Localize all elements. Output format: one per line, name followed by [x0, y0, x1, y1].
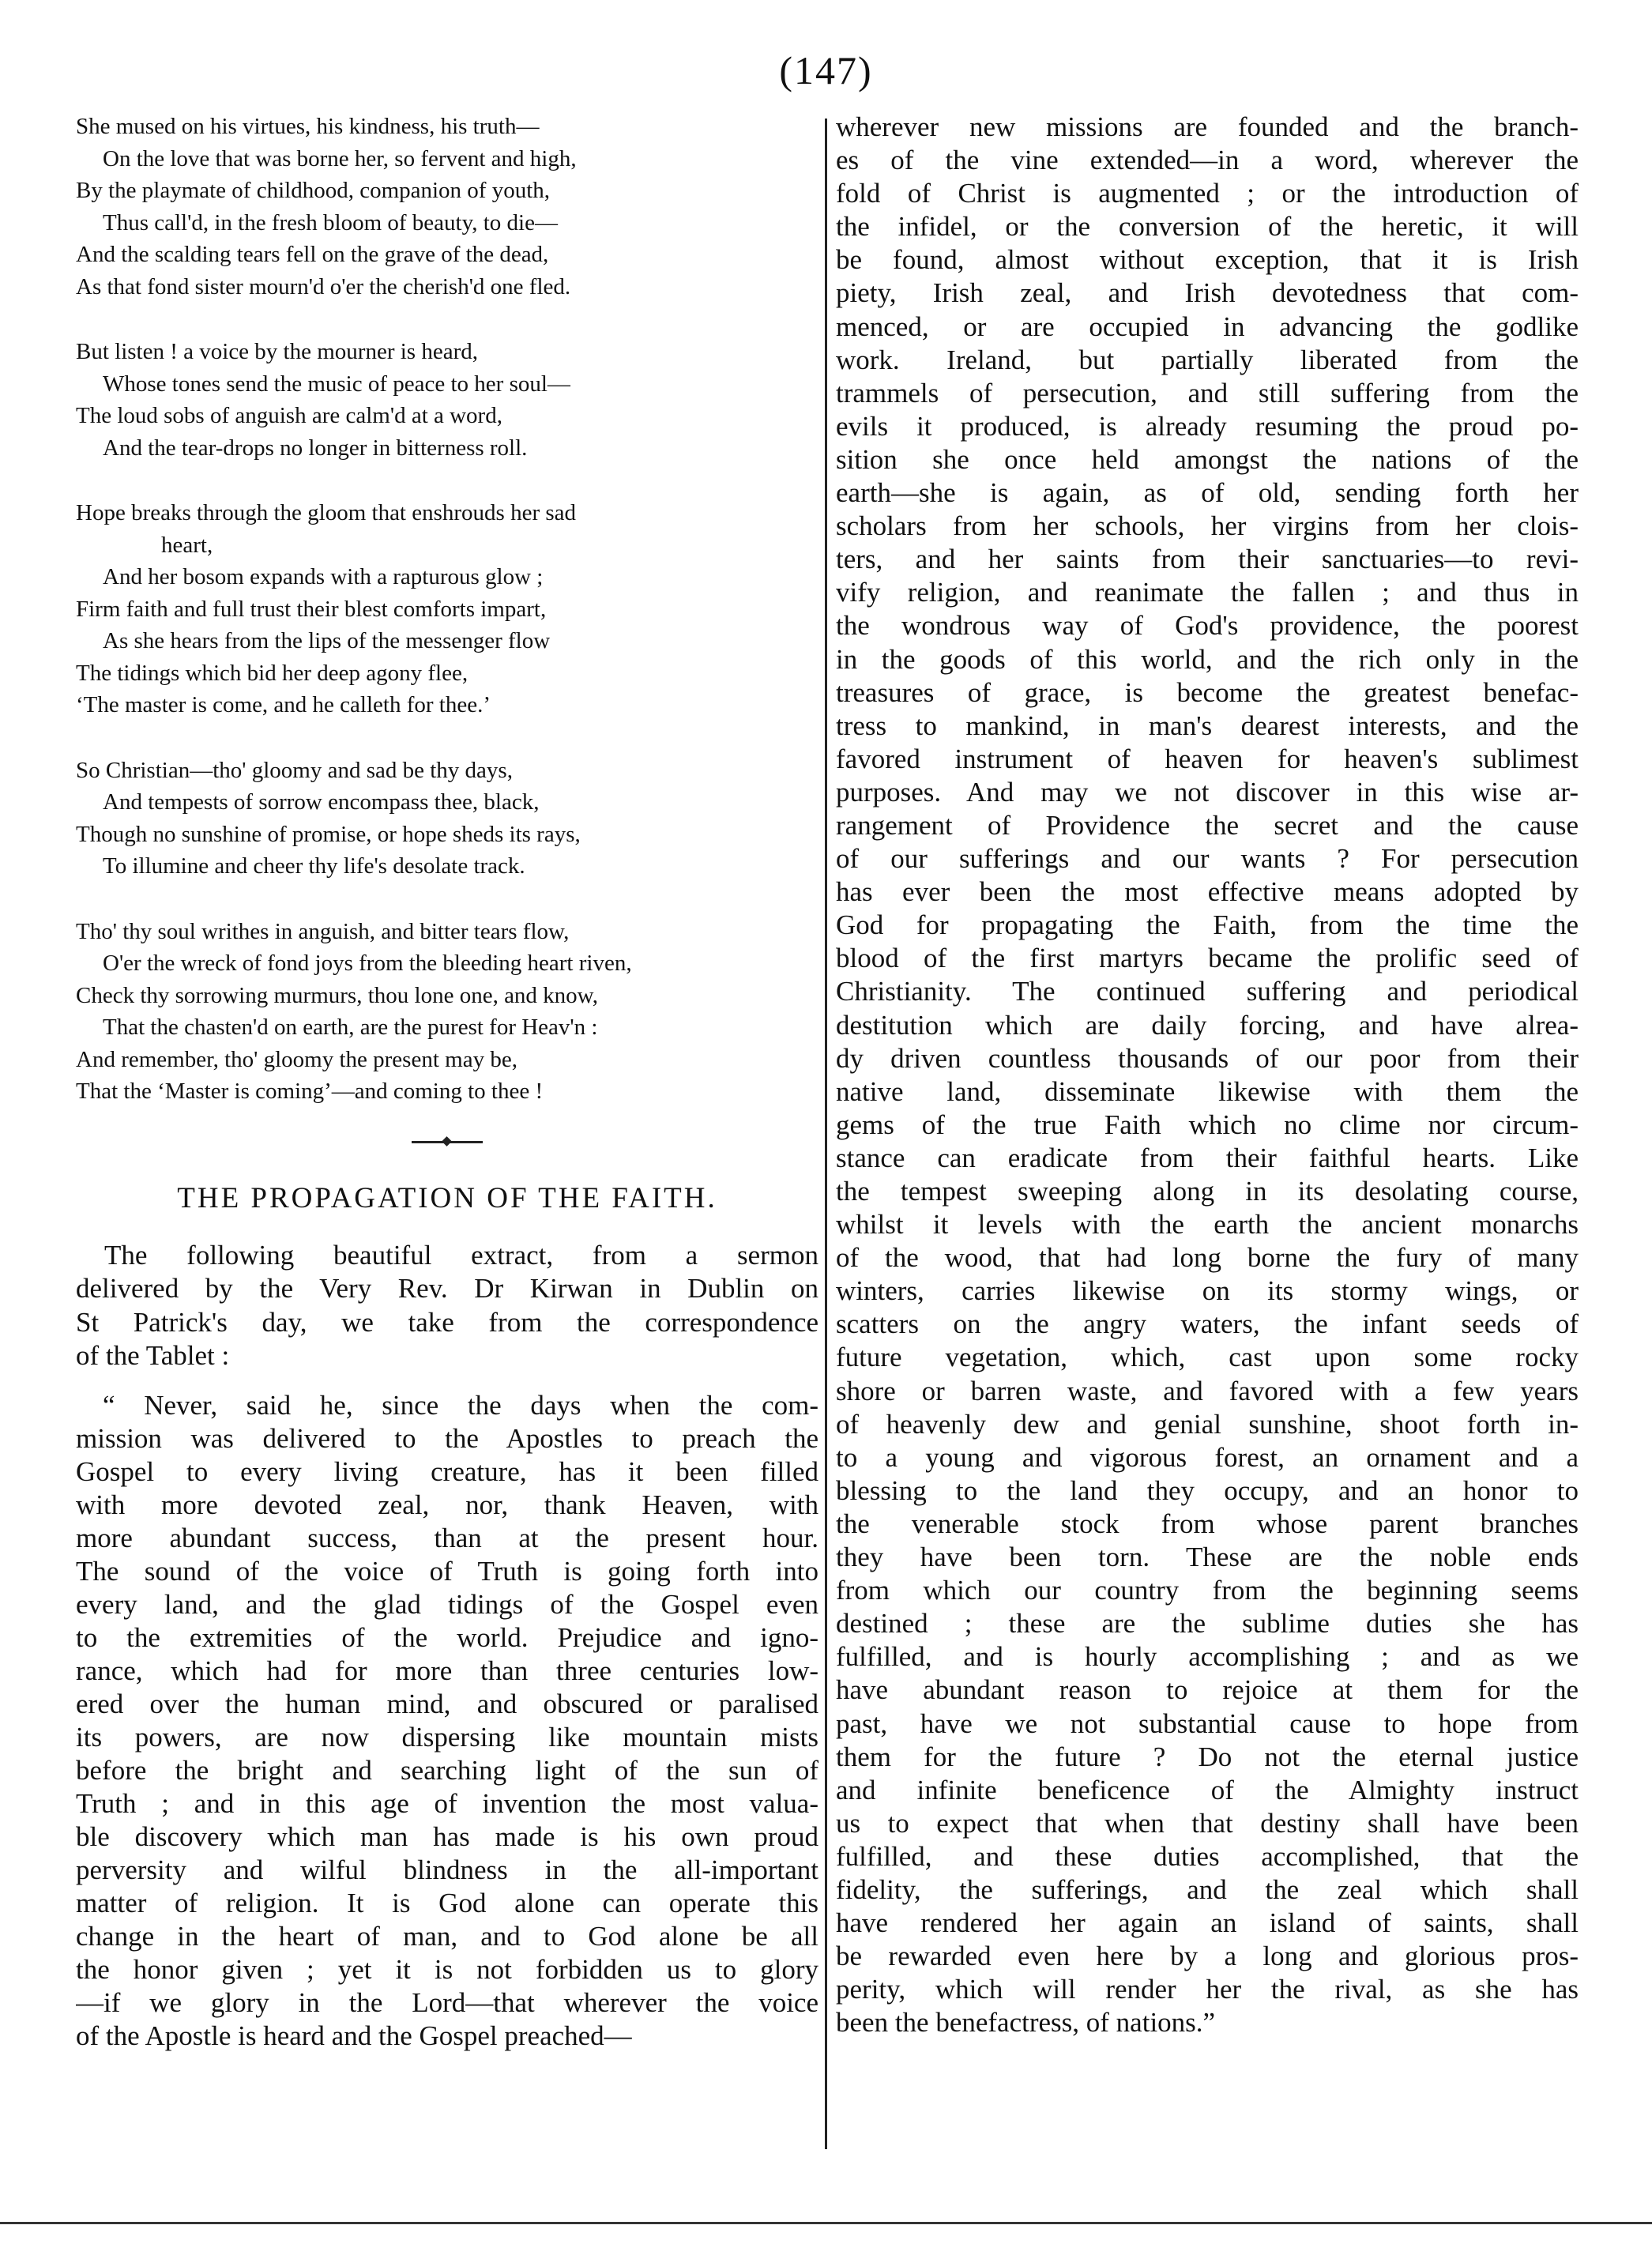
text-line: shore or barren waste, and favored with a few years [836, 1375, 1579, 1406]
text-line: change in the heart of man, and to God alone be all [76, 1920, 818, 1952]
poem-stanza [76, 916, 818, 1108]
poem-line: O'er the wreck of fond joys from the bleeding heart riven, [103, 951, 632, 976]
text-line: wherever new missions are founded and the branch- [836, 111, 1579, 142]
poem-line: As that fond sister mourn'd o'er the cherish'd one fled. [76, 273, 571, 299]
text-line: ble discovery which man has made is his own proud [76, 1820, 818, 1852]
text-line: fulfilled, and these duties accomplished, that the [836, 1840, 1579, 1872]
poem-line: Check thy sorrowing murmurs, thou lone one, and know, [76, 982, 598, 1008]
text-line: scholars from her schools, her virgins from her clois- [836, 510, 1579, 542]
poem-line: The tidings which bid her deep agony flee, [76, 660, 469, 686]
text-line: the tempest sweeping along in its desolating course, [836, 1176, 1579, 1207]
text-line: The sound of the voice of Truth is going forth into [76, 1555, 818, 1587]
text-line: its powers, are now dispersing like mountain mists [76, 1721, 818, 1753]
poem-line: ‘The master is come, and he calleth for thee.’ [76, 692, 491, 717]
text-line: rangement of Providence the secret and the cause [836, 809, 1579, 841]
text-line: rance, which had for more than three centuries low- [76, 1655, 818, 1686]
text-line: us to expect that when that destiny shall have been [836, 1807, 1579, 1839]
right-column [836, 111, 1579, 2039]
poem-line: Whose tones send the music of peace to her soul— [103, 371, 570, 397]
text-line: and infinite beneficence of the Almighty instruct [836, 1774, 1579, 1805]
text-line: Truth ; and in this age of invention the most valua- [76, 1787, 818, 1819]
poem-line: But listen ! a voice by the mourner is heard, [76, 339, 478, 364]
text-line: in the goods of this world, and the rich only in the [836, 643, 1579, 675]
poem-line: Thus call'd, in the fresh bloom of beauty, to die— [103, 209, 558, 235]
text-line: from which our country from the beginning seems [836, 1575, 1579, 1606]
text-line: God for propagating the Faith, from the time the [836, 909, 1579, 941]
poem-line: As she hears from the lips of the messenger flow [103, 628, 551, 653]
text-line: to a young and vigorous forest, an ornament and a [836, 1441, 1579, 1473]
text-line: them for the future ? Do not the eternal justice [836, 1741, 1579, 1772]
text-line: favored instrument of heaven for heaven's sublimest [836, 743, 1579, 774]
text-line: be found, almost without exception, that it is Irish [836, 244, 1579, 276]
text-line: stance can eradicate from their faithful hearts. Like [836, 1142, 1579, 1173]
text-line: “ Never, said he, since the days when the com- [103, 1389, 818, 1421]
text-line: of the Apostle is heard and the Gospel preached— [76, 2020, 632, 2051]
text-line: —if we glory in the Lord—that wherever the voice [76, 1986, 818, 2018]
text-line: blood of the first martyrs became the prolific seed of [836, 943, 1579, 974]
text-line: The following beautiful extract, from a sermon [104, 1239, 818, 1271]
poem-stanza [76, 755, 818, 883]
text-line: every land, and the glad tidings of the Gospel even [76, 1588, 818, 1620]
text-line: Christianity. The continued suffering and periodical [836, 976, 1579, 1007]
sermon-quote-left [76, 1389, 818, 2053]
text-line: fold of Christ is augmented ; or the introduction of [836, 178, 1579, 209]
poem [76, 111, 818, 1108]
text-line: they have been torn. These are the noble ends [836, 1542, 1579, 1573]
text-line: tress to mankind, in man's dearest interests, and the [836, 710, 1579, 741]
text-line: delivered by the Very Rev. Dr Kirwan in Dublin on [76, 1273, 818, 1304]
text-line: more abundant success, than at the present hour. [76, 1522, 818, 1553]
poem-line: Hope breaks through the gloom that enshrouds her sad [76, 500, 577, 525]
text-line: treasures of grace, is become the greatest benefac- [836, 676, 1579, 708]
text-line: scatters on the angry waters, the infant seeds of [836, 1308, 1579, 1340]
text-line: es of the vine extended—in a word, wherever the [836, 145, 1579, 176]
poem-line: That the chasten'd on earth, are the purest for Heav'n : [103, 1015, 598, 1040]
poem-line: And her bosom expands with a rapturous glow ; [103, 564, 544, 589]
column-divider [825, 119, 827, 2149]
text-line: of the wood, that had long borne the fury of many [836, 1242, 1579, 1274]
poem-line: So Christian—tho' gloomy and sad be thy days, [76, 757, 513, 783]
text-line: been the benefactress, of nations.” [836, 2007, 1216, 2039]
text-line: menced, or are occupied in advancing the godlike [836, 311, 1579, 342]
text-line: piety, Irish zeal, and Irish devotedness that com- [836, 277, 1579, 309]
text-line: with more devoted zeal, nor, thank Heaven, with [76, 1489, 818, 1520]
poem-line: And the scalding tears fell on the grave of the dead, [76, 242, 549, 267]
text-line: mission was delivered to the Apostles to preach the [76, 1422, 818, 1454]
text-line: work. Ireland, but partially liberated from the [836, 344, 1579, 375]
text-line: before the bright and searching light of the sun of [76, 1754, 818, 1786]
text-line: fidelity, the sufferings, and the zeal which shall [836, 1873, 1579, 1905]
text-line: gems of the true Faith which no clime nor circum- [836, 1109, 1579, 1140]
text-line: purposes. And may we not discover in this wise ar- [836, 776, 1579, 808]
poem-stanza [76, 497, 818, 721]
poem-line: By the playmate of childhood, companion of youth, [76, 178, 551, 203]
poem-line: To illumine and cheer thy life's desolate track. [103, 853, 525, 879]
text-line: perity, which will render her the rival, as she has [836, 1974, 1579, 2005]
text-line: native land, disseminate likewise with them the [836, 1075, 1579, 1107]
text-line: ered over the human mind, and obscured or paralised [76, 1688, 818, 1719]
article-title: THE PROPAGATION OF THE FAITH. [177, 1181, 717, 1214]
text-line: the honor given ; yet it is not forbidden us to glory [76, 1953, 818, 1985]
text-line: to the extremities of the world. Prejudice and igno- [76, 1621, 818, 1653]
text-line: of our sufferings and our wants ? For persecution [836, 843, 1579, 875]
page-bottom-rule [0, 2222, 1652, 2224]
text-line: the infidel, or the conversion of the heretic, it will [836, 211, 1579, 243]
poem-line: Though no sunshine of promise, or hope sheds its rays, [76, 821, 581, 847]
text-line: evils it produced, is already resuming the proud po- [836, 410, 1579, 442]
text-line: be rewarded even here by a long and glorious pros- [836, 1941, 1579, 1972]
text-line: earth—she is again, as of old, sending forth her [836, 477, 1579, 509]
text-line: whilst it levels with the earth the ancient monarchs [836, 1209, 1579, 1241]
text-line: trammels of persecution, and still suffering from the [836, 377, 1579, 409]
poem-line: And tempests of sorrow encompass thee, black, [103, 789, 540, 815]
page-number: (147) [779, 48, 873, 92]
poem-line: And remember, tho' gloomy the present may be, [76, 1046, 517, 1072]
text-line: have abundant reason to rejoice at them for the [836, 1674, 1579, 1706]
poem-line: Firm faith and full trust their blest comforts impart, [76, 596, 547, 622]
text-line: destitution which are daily forcing, and have alrea- [836, 1009, 1579, 1041]
text-line: winters, carries likewise on its stormy wings, or [836, 1275, 1579, 1307]
text-line: dy driven countless thousands of our poor from their [836, 1042, 1579, 1074]
text-line: destined ; these are the sublime duties she has [836, 1608, 1579, 1640]
text-line: past, have we not substantial cause to hope from [836, 1707, 1579, 1739]
sermon-quote-right [836, 111, 1579, 2039]
text-line: matter of religion. It is God alone can operate this [76, 1887, 818, 1918]
poem-line: Tho' thy soul writhes in anguish, and bitter tears flow, [76, 918, 570, 944]
poem-line: And the tear-drops no longer in bitterness roll. [103, 435, 528, 461]
text-line: the venerable stock from whose parent branches [836, 1508, 1579, 1539]
text-line: the wondrous way of God's providence, the poorest [836, 610, 1579, 642]
text-line: St Patrick's day, we take from the correspondence [76, 1306, 818, 1338]
text-line: sition she once held amongst the nations of the [836, 443, 1579, 475]
poem-stanza [76, 111, 818, 303]
left-column [76, 111, 818, 2053]
text-line: ters, and her saints from their sanctuaries—to revi- [836, 544, 1579, 575]
text-line: have rendered her again an island of saints, shall [836, 1907, 1579, 1939]
poem-stanza [76, 336, 818, 464]
poem-line: On the love that was borne her, so fervent and high, [103, 145, 577, 171]
text-line: blessing to the land they occupy, and an honor to [836, 1474, 1579, 1506]
poem-line: That the ‘Master is coming’—and coming to thee ! [76, 1079, 544, 1104]
poem-line: heart, [161, 532, 213, 558]
article-intro [76, 1239, 818, 1373]
section-divider [412, 1141, 483, 1143]
text-line: Gospel to every living creature, has it been filled [76, 1455, 818, 1487]
text-line: fulfilled, and is hourly accomplishing ; and as we [836, 1641, 1579, 1673]
poem-line: The loud sobs of anguish are calm'd at a word, [76, 403, 502, 428]
text-line: perversity and wilful blindness in the all-important [76, 1854, 818, 1885]
text-line: of the Tablet : [76, 1340, 230, 1371]
text-line: of heavenly dew and genial sunshine, shoot forth in- [836, 1408, 1579, 1440]
text-line: vify religion, and reanimate the fallen ; and thus in [836, 577, 1579, 608]
text-line: has ever been the most effective means adopted by [836, 876, 1579, 908]
poem-line: She mused on his virtues, his kindness, his truth— [76, 114, 540, 139]
text-line: future vegetation, which, cast upon some rocky [836, 1342, 1579, 1373]
